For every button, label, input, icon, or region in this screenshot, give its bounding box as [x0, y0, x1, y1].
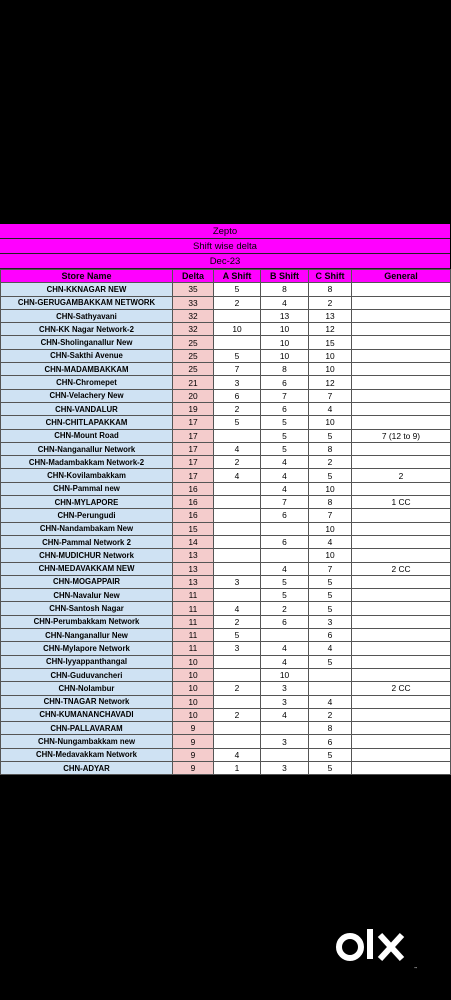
- cell-a-shift: [214, 655, 261, 668]
- cell-store-name: CHN-Sathyavani: [1, 309, 173, 322]
- cell-general: [352, 482, 451, 495]
- cell-store-name: CHN-Navalur New: [1, 589, 173, 602]
- col-a-shift: A Shift: [214, 270, 261, 283]
- cell-delta: 21: [173, 376, 214, 389]
- cell-b-shift: [261, 748, 309, 761]
- cell-general: [352, 402, 451, 415]
- table-row: [1, 469, 451, 482]
- cell-b-shift: 3: [261, 761, 309, 774]
- cell-c-shift: 15: [309, 336, 352, 349]
- cell-a-shift: [214, 509, 261, 522]
- cell-delta: 20: [173, 389, 214, 402]
- cell-store-name: CHN-TNAGAR Network: [1, 695, 173, 708]
- cell-a-shift: [214, 695, 261, 708]
- cell-a-shift: 5: [214, 416, 261, 429]
- cell-a-shift: [214, 549, 261, 562]
- col-b-shift: B Shift: [261, 270, 309, 283]
- cell-c-shift: 6: [309, 735, 352, 748]
- table-row: [1, 376, 451, 389]
- cell-general: [352, 761, 451, 774]
- cell-a-shift: 2: [214, 296, 261, 309]
- cell-delta: 9: [173, 761, 214, 774]
- cell-a-shift: 5: [214, 629, 261, 642]
- cell-delta: 10: [173, 655, 214, 668]
- cell-delta: 10: [173, 682, 214, 695]
- cell-a-shift: 2: [214, 682, 261, 695]
- cell-general: [352, 442, 451, 455]
- cell-delta: 9: [173, 735, 214, 748]
- cell-b-shift: 4: [261, 708, 309, 721]
- cell-b-shift: 3: [261, 682, 309, 695]
- cell-b-shift: 6: [261, 509, 309, 522]
- cell-general: [352, 708, 451, 721]
- cell-store-name: CHN-MYLAPORE: [1, 496, 173, 509]
- col-general: General: [352, 270, 451, 283]
- cell-store-name: CHN-KKNAGAR NEW: [1, 283, 173, 296]
- cell-a-shift: [214, 722, 261, 735]
- cell-general: [352, 589, 451, 602]
- cell-a-shift: [214, 589, 261, 602]
- cell-b-shift: 10: [261, 349, 309, 362]
- cell-a-shift: 7: [214, 363, 261, 376]
- cell-delta: 9: [173, 748, 214, 761]
- cell-b-shift: [261, 722, 309, 735]
- cell-c-shift: 7: [309, 562, 352, 575]
- col-store-name: Store Name: [1, 270, 173, 283]
- cell-delta: 16: [173, 509, 214, 522]
- cell-delta: 15: [173, 522, 214, 535]
- cell-general: [352, 735, 451, 748]
- cell-b-shift: 3: [261, 735, 309, 748]
- table-row: [1, 296, 451, 309]
- cell-delta: 13: [173, 575, 214, 588]
- cell-general: [352, 456, 451, 469]
- cell-a-shift: 3: [214, 575, 261, 588]
- cell-store-name: CHN-Perumbakkam Network: [1, 615, 173, 628]
- cell-c-shift: 13: [309, 309, 352, 322]
- cell-c-shift: [309, 682, 352, 695]
- report-subtitle: Shift wise delta: [0, 239, 450, 254]
- cell-c-shift: 10: [309, 549, 352, 562]
- cell-a-shift: 6: [214, 389, 261, 402]
- cell-general: [352, 642, 451, 655]
- cell-b-shift: 3: [261, 695, 309, 708]
- cell-c-shift: 2: [309, 708, 352, 721]
- cell-c-shift: 10: [309, 416, 352, 429]
- cell-b-shift: 5: [261, 416, 309, 429]
- cell-c-shift: 8: [309, 722, 352, 735]
- cell-delta: 17: [173, 416, 214, 429]
- cell-c-shift: 2: [309, 456, 352, 469]
- cell-a-shift: 5: [214, 283, 261, 296]
- cell-general: [352, 336, 451, 349]
- cell-b-shift: 4: [261, 469, 309, 482]
- cell-store-name: CHN-Sholinganallur New: [1, 336, 173, 349]
- cell-a-shift: [214, 535, 261, 548]
- cell-delta: 25: [173, 336, 214, 349]
- cell-delta: 25: [173, 363, 214, 376]
- cell-b-shift: 2: [261, 602, 309, 615]
- table-row: [1, 722, 451, 735]
- cell-general: 7 (12 to 9): [352, 429, 451, 442]
- cell-c-shift: 10: [309, 363, 352, 376]
- cell-general: [352, 349, 451, 362]
- cell-general: [352, 549, 451, 562]
- cell-delta: 17: [173, 456, 214, 469]
- cell-general: [352, 655, 451, 668]
- cell-a-shift: [214, 482, 261, 495]
- cell-c-shift: 8: [309, 496, 352, 509]
- cell-delta: 14: [173, 535, 214, 548]
- table-row: [1, 642, 451, 655]
- shift-table: [0, 269, 451, 775]
- table-row: [1, 602, 451, 615]
- olx-logo: [336, 925, 416, 969]
- table-row: [1, 363, 451, 376]
- cell-store-name: CHN-Nandambakam New: [1, 522, 173, 535]
- table-row: [1, 442, 451, 455]
- cell-store-name: CHN-Pammal Network 2: [1, 535, 173, 548]
- cell-store-name: CHN-Pammal new: [1, 482, 173, 495]
- spreadsheet: [0, 224, 450, 775]
- cell-delta: 17: [173, 442, 214, 455]
- table-row: [1, 682, 451, 695]
- cell-c-shift: 12: [309, 323, 352, 336]
- cell-general: [352, 416, 451, 429]
- cell-delta: 10: [173, 708, 214, 721]
- cell-store-name: CHN-Chromepet: [1, 376, 173, 389]
- cell-c-shift: 5: [309, 469, 352, 482]
- table-row: [1, 761, 451, 774]
- cell-b-shift: 8: [261, 283, 309, 296]
- cell-b-shift: 10: [261, 336, 309, 349]
- cell-b-shift: 8: [261, 363, 309, 376]
- cell-store-name: CHN-Madambakkam Network-2: [1, 456, 173, 469]
- cell-a-shift: 4: [214, 469, 261, 482]
- cell-c-shift: 4: [309, 535, 352, 548]
- cell-c-shift: 5: [309, 575, 352, 588]
- cell-general: [352, 509, 451, 522]
- cell-b-shift: 5: [261, 589, 309, 602]
- cell-store-name: CHN-MEDAVAKKAM NEW: [1, 562, 173, 575]
- table-row: [1, 615, 451, 628]
- cell-general: 2 CC: [352, 682, 451, 695]
- cell-delta: 17: [173, 469, 214, 482]
- cell-c-shift: 5: [309, 429, 352, 442]
- cell-b-shift: [261, 549, 309, 562]
- cell-store-name: CHN-Kovilambakkam: [1, 469, 173, 482]
- cell-a-shift: [214, 735, 261, 748]
- cell-b-shift: 4: [261, 562, 309, 575]
- cell-a-shift: 2: [214, 615, 261, 628]
- cell-general: [352, 629, 451, 642]
- cell-store-name: CHN-Sakthi Avenue: [1, 349, 173, 362]
- cell-b-shift: 5: [261, 442, 309, 455]
- cell-a-shift: 5: [214, 349, 261, 362]
- cell-delta: 19: [173, 402, 214, 415]
- cell-c-shift: 7: [309, 389, 352, 402]
- cell-b-shift: 7: [261, 389, 309, 402]
- cell-b-shift: 7: [261, 496, 309, 509]
- cell-a-shift: 3: [214, 376, 261, 389]
- cell-a-shift: [214, 309, 261, 322]
- cell-c-shift: 5: [309, 655, 352, 668]
- cell-delta: 32: [173, 309, 214, 322]
- cell-store-name: CHN-Mount Road: [1, 429, 173, 442]
- cell-a-shift: [214, 562, 261, 575]
- cell-store-name: CHN-ADYAR: [1, 761, 173, 774]
- cell-a-shift: [214, 496, 261, 509]
- table-row: [1, 429, 451, 442]
- cell-store-name: CHN-MOGAPPAIR: [1, 575, 173, 588]
- col-delta: Delta: [173, 270, 214, 283]
- cell-general: [352, 323, 451, 336]
- header-row: [1, 270, 451, 283]
- cell-store-name: CHN-Guduvancheri: [1, 668, 173, 681]
- cell-a-shift: [214, 336, 261, 349]
- table-row: [1, 575, 451, 588]
- table-row: [1, 509, 451, 522]
- cell-store-name: CHN-KUMANANCHAVADI: [1, 708, 173, 721]
- cell-c-shift: 5: [309, 748, 352, 761]
- table-row: [1, 735, 451, 748]
- cell-c-shift: 10: [309, 482, 352, 495]
- cell-a-shift: 2: [214, 708, 261, 721]
- cell-a-shift: 1: [214, 761, 261, 774]
- cell-general: [352, 363, 451, 376]
- cell-c-shift: 12: [309, 376, 352, 389]
- cell-general: 2: [352, 469, 451, 482]
- cell-delta: 11: [173, 602, 214, 615]
- table-row: [1, 695, 451, 708]
- cell-b-shift: 10: [261, 668, 309, 681]
- cell-a-shift: 4: [214, 602, 261, 615]
- table-row: [1, 283, 451, 296]
- cell-b-shift: 5: [261, 575, 309, 588]
- cell-c-shift: 8: [309, 442, 352, 455]
- cell-b-shift: 4: [261, 642, 309, 655]
- cell-general: [352, 522, 451, 535]
- cell-a-shift: [214, 522, 261, 535]
- cell-delta: 11: [173, 615, 214, 628]
- cell-b-shift: 6: [261, 535, 309, 548]
- cell-general: [352, 575, 451, 588]
- table-row: [1, 496, 451, 509]
- table-row: [1, 562, 451, 575]
- cell-c-shift: 6: [309, 629, 352, 642]
- cell-c-shift: 5: [309, 602, 352, 615]
- cell-a-shift: 2: [214, 456, 261, 469]
- table-row: [1, 589, 451, 602]
- table-row: [1, 323, 451, 336]
- table-row: [1, 456, 451, 469]
- table-row: [1, 549, 451, 562]
- table-row: [1, 535, 451, 548]
- cell-c-shift: 3: [309, 615, 352, 628]
- table-row: [1, 668, 451, 681]
- cell-b-shift: [261, 522, 309, 535]
- cell-a-shift: [214, 429, 261, 442]
- table-row: [1, 482, 451, 495]
- cell-general: [352, 376, 451, 389]
- cell-general: [352, 615, 451, 628]
- cell-b-shift: 6: [261, 376, 309, 389]
- cell-a-shift: 10: [214, 323, 261, 336]
- cell-general: [352, 389, 451, 402]
- cell-store-name: CHN-CHITLAPAKKAM: [1, 416, 173, 429]
- cell-b-shift: 6: [261, 402, 309, 415]
- cell-general: [352, 296, 451, 309]
- cell-c-shift: 10: [309, 349, 352, 362]
- cell-c-shift: 8: [309, 283, 352, 296]
- brand-title: Zepto: [0, 224, 450, 239]
- table-row: [1, 389, 451, 402]
- cell-delta: 16: [173, 482, 214, 495]
- cell-general: [352, 602, 451, 615]
- cell-general: 1 CC: [352, 496, 451, 509]
- table-row: [1, 402, 451, 415]
- cell-c-shift: 7: [309, 509, 352, 522]
- cell-a-shift: 4: [214, 442, 261, 455]
- cell-delta: 32: [173, 323, 214, 336]
- cell-b-shift: 4: [261, 482, 309, 495]
- cell-delta: 13: [173, 562, 214, 575]
- cell-store-name: CHN-KK Nagar Network-2: [1, 323, 173, 336]
- cell-delta: 33: [173, 296, 214, 309]
- table-row: [1, 708, 451, 721]
- cell-delta: 10: [173, 668, 214, 681]
- cell-store-name: CHN-PALLAVARAM: [1, 722, 173, 735]
- cell-a-shift: 2: [214, 402, 261, 415]
- table-row: [1, 522, 451, 535]
- cell-delta: 17: [173, 429, 214, 442]
- table-row: [1, 416, 451, 429]
- cell-general: [352, 535, 451, 548]
- report-period: Dec-23: [0, 254, 450, 269]
- cell-store-name: CHN-VANDALUR: [1, 402, 173, 415]
- cell-store-name: CHN-Nolambur: [1, 682, 173, 695]
- cell-c-shift: [309, 668, 352, 681]
- cell-store-name: CHN-Santosh Nagar: [1, 602, 173, 615]
- cell-c-shift: 5: [309, 761, 352, 774]
- cell-b-shift: 5: [261, 429, 309, 442]
- cell-delta: 11: [173, 589, 214, 602]
- table-row: [1, 336, 451, 349]
- cell-delta: 9: [173, 722, 214, 735]
- cell-store-name: CHN-Mylapore Network: [1, 642, 173, 655]
- cell-general: [352, 748, 451, 761]
- cell-a-shift: 4: [214, 748, 261, 761]
- cell-b-shift: 6: [261, 615, 309, 628]
- cell-delta: 25: [173, 349, 214, 362]
- svg-text:™: ™: [414, 966, 417, 970]
- table-row: [1, 349, 451, 362]
- table-row: [1, 655, 451, 668]
- cell-delta: 10: [173, 695, 214, 708]
- cell-store-name: CHN-Nanganallur New: [1, 629, 173, 642]
- cell-c-shift: 4: [309, 402, 352, 415]
- cell-delta: 35: [173, 283, 214, 296]
- cell-a-shift: [214, 668, 261, 681]
- cell-b-shift: 4: [261, 655, 309, 668]
- col-c-shift: C Shift: [309, 270, 352, 283]
- cell-store-name: CHN-MUDICHUR Network: [1, 549, 173, 562]
- cell-c-shift: 10: [309, 522, 352, 535]
- cell-general: [352, 722, 451, 735]
- cell-store-name: CHN-Nanganallur Network: [1, 442, 173, 455]
- cell-general: [352, 695, 451, 708]
- cell-a-shift: 3: [214, 642, 261, 655]
- cell-general: [352, 283, 451, 296]
- cell-c-shift: 4: [309, 695, 352, 708]
- cell-general: 2 CC: [352, 562, 451, 575]
- table-row: [1, 748, 451, 761]
- cell-store-name: CHN-Nungambakkam new: [1, 735, 173, 748]
- cell-store-name: CHN-Perungudi: [1, 509, 173, 522]
- cell-delta: 13: [173, 549, 214, 562]
- cell-b-shift: 4: [261, 296, 309, 309]
- cell-store-name: CHN-Medavakkam Network: [1, 748, 173, 761]
- cell-general: [352, 309, 451, 322]
- cell-delta: 11: [173, 642, 214, 655]
- cell-c-shift: 2: [309, 296, 352, 309]
- table-row: [1, 629, 451, 642]
- cell-general: [352, 668, 451, 681]
- cell-b-shift: [261, 629, 309, 642]
- cell-store-name: CHN-MADAMBAKKAM: [1, 363, 173, 376]
- cell-store-name: CHN-Iyyappanthangal: [1, 655, 173, 668]
- cell-store-name: CHN-GERUGAMBAKKAM NETWORK: [1, 296, 173, 309]
- cell-b-shift: 13: [261, 309, 309, 322]
- cell-store-name: CHN-Velachery New: [1, 389, 173, 402]
- cell-delta: 16: [173, 496, 214, 509]
- cell-delta: 11: [173, 629, 214, 642]
- cell-c-shift: 4: [309, 642, 352, 655]
- cell-b-shift: 10: [261, 323, 309, 336]
- cell-c-shift: 5: [309, 589, 352, 602]
- cell-b-shift: 4: [261, 456, 309, 469]
- table-row: [1, 309, 451, 322]
